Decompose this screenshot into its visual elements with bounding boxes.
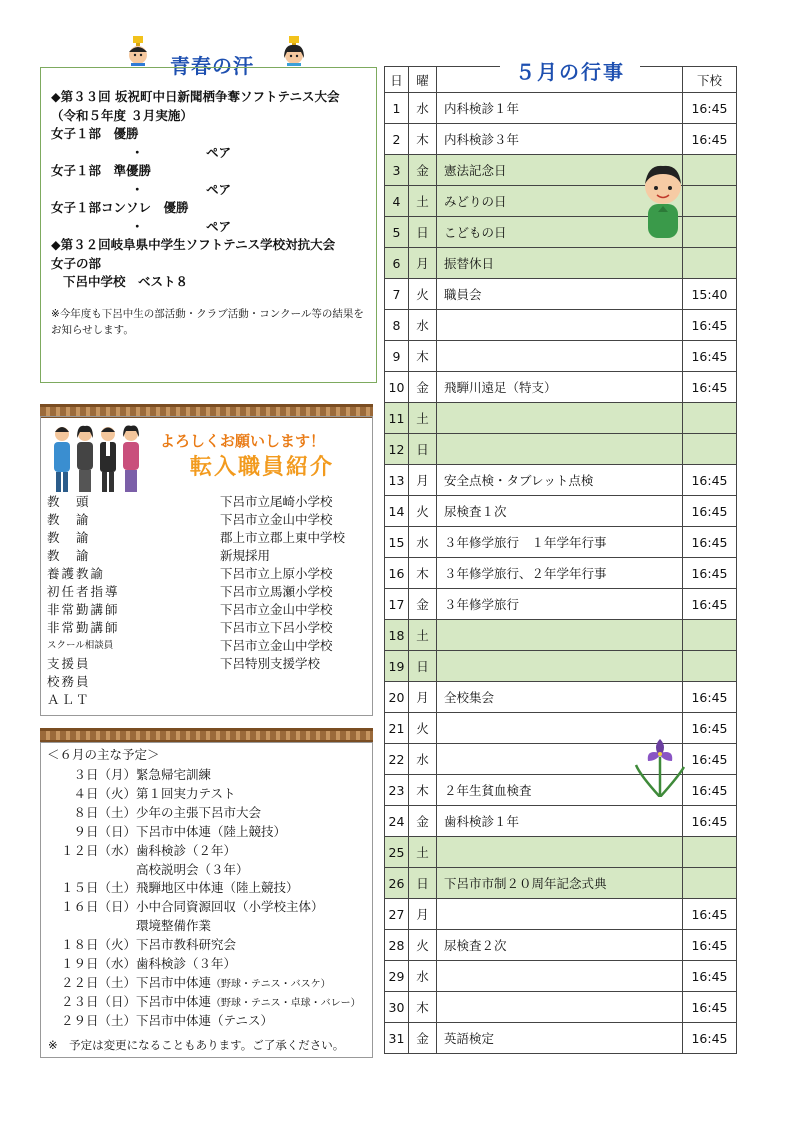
calendar-leave-time: 16:45 [683, 527, 737, 558]
june-event-date: １６日（日） [60, 899, 136, 915]
calendar-row [385, 930, 737, 961]
calendar-day: 21 [385, 713, 409, 744]
calendar-leave-time [683, 217, 737, 248]
june-event-name: 下呂市中体連（陸上競技） [136, 823, 287, 839]
calendar-day: 24 [385, 806, 409, 837]
calendar-day: 30 [385, 992, 409, 1023]
june-event-row [48, 898, 324, 915]
staff-previous-school: 下呂市立金山中学校 [220, 602, 333, 617]
calendar-weekday: 木 [409, 775, 437, 806]
calendar-event: 飛騨川遠足（特支） [437, 372, 683, 403]
calendar-day: 14 [385, 496, 409, 527]
calendar-event [437, 651, 683, 682]
calendar-leave-time [683, 403, 737, 434]
june-event-name: 小中合同資源回収（小学校主体） [136, 899, 324, 915]
june-event-row [48, 974, 331, 991]
calendar-row [385, 434, 737, 465]
calendar-event [437, 899, 683, 930]
calendar-weekday: 火 [409, 930, 437, 961]
calendar-event: 全校集会 [437, 682, 683, 713]
june-title: ＜６月の主な予定＞ [47, 747, 160, 762]
june-event-row [48, 917, 211, 934]
trophy-girl-icon [280, 36, 308, 66]
sports-line: ・ ペア [131, 181, 232, 197]
calendar-leave-time: 15:40 [683, 279, 737, 310]
june-event-date: ８日（土） [73, 804, 136, 820]
calendar-row [385, 403, 737, 434]
calendar-weekday: 火 [409, 279, 437, 310]
calendar-day: 2 [385, 124, 409, 155]
calendar-weekday: 月 [409, 682, 437, 713]
calendar-row [385, 806, 737, 837]
calendar-day: 5 [385, 217, 409, 248]
june-event-name: 少年の主張下呂市大会 [136, 804, 262, 820]
june-event-name: 下呂市教科研究会 [136, 937, 237, 953]
calendar-row [385, 124, 737, 155]
calendar-day: 4 [385, 186, 409, 217]
calendar-leave-time [683, 837, 737, 868]
calendar-leave-time: 16:45 [683, 93, 737, 124]
calendar-event: ２年生貧血検査 [437, 775, 683, 806]
calendar-row [385, 465, 737, 496]
calendar-weekday: 日 [409, 651, 437, 682]
sports-line: ・ ペア [131, 218, 232, 234]
june-event-row [48, 766, 211, 783]
calendar-event: 安全点検・タブレット点検 [437, 465, 683, 496]
calendar-day: 23 [385, 775, 409, 806]
calendar-weekday: 水 [409, 93, 437, 124]
calendar-event [437, 403, 683, 434]
staff-role: 初任者指導 [47, 584, 120, 599]
header-weekday: 曜 [409, 67, 437, 93]
calendar-day: 31 [385, 1023, 409, 1054]
sports-note: ※今年度も下呂中生の部活動・クラブ活動・コンクール等の結果をお知らせします。 [51, 307, 364, 336]
calendar-day: 20 [385, 682, 409, 713]
calendar-row [385, 961, 737, 992]
staff-previous-school: 下呂市立馬瀬小学校 [220, 584, 333, 599]
calendar-day: 10 [385, 372, 409, 403]
june-event-name: 歯科検診（３年） [136, 956, 237, 971]
calendar-day: 7 [385, 279, 409, 310]
sports-line: 女子１部 優勝 [51, 126, 139, 141]
calendar-row [385, 558, 737, 589]
calendar-day: 16 [385, 558, 409, 589]
sports-line: （令和５年度 ３月実施） [51, 107, 193, 123]
calendar-weekday: 土 [409, 837, 437, 868]
june-event-date: ３日（月） [73, 767, 136, 782]
calendar-weekday: 月 [409, 465, 437, 496]
june-event-name: 下呂市中体連（テニス） [136, 1012, 274, 1028]
calendar-event: 歯科検診１年 [437, 806, 683, 837]
staff-previous-school: 下呂市立金山中学校 [220, 512, 333, 527]
calendar-leave-time: 16:45 [683, 496, 737, 527]
calendar-day: 3 [385, 155, 409, 186]
june-event-name: 飛騨地区中体連（陸上競技） [136, 880, 299, 896]
june-event-row [48, 842, 236, 859]
june-event-row [48, 823, 286, 840]
sports-line: ◆第３２回岐阜県中学生ソフトテニス学校対抗大会 [51, 237, 336, 252]
calendar-row [385, 992, 737, 1023]
calendar-event: 英語検定 [437, 1023, 683, 1054]
staff-previous-school: 下呂市立上原小学校 [220, 566, 333, 581]
june-note: ※ 予定は変更になることもあります。ご了承ください。 [48, 1038, 345, 1052]
staff-previous-school: 新規採用 [220, 548, 271, 563]
calendar-weekday: 水 [409, 527, 437, 558]
calendar-row [385, 372, 737, 403]
june-event-date: ９日（日） [73, 823, 136, 839]
calendar-weekday: 火 [409, 713, 437, 744]
staff-previous-school: 下呂市立尾崎小学校 [220, 494, 333, 509]
calendar-leave-time: 16:45 [683, 372, 737, 403]
calendar-row [385, 868, 737, 899]
calendar-day: 8 [385, 310, 409, 341]
june-event-date: ２３日（日） [60, 993, 136, 1009]
calendar-day: 15 [385, 527, 409, 558]
staff-previous-school [220, 691, 370, 709]
june-event-row [48, 785, 236, 802]
staff-role: 校務員 [47, 674, 91, 689]
june-event-name: 緊急帰宅訓練 [136, 767, 212, 782]
calendar-row [385, 1023, 737, 1054]
iris-flower-icon [630, 735, 690, 797]
calendar-event: 尿検査２次 [437, 930, 683, 961]
staff-people-icon [50, 420, 155, 495]
calendar-leave-time [683, 651, 737, 682]
staff-role: 教 諭 [47, 530, 91, 545]
calendar-leave-time: 16:45 [683, 899, 737, 930]
calendar-weekday: 木 [409, 992, 437, 1023]
calendar-row [385, 589, 737, 620]
calendar-leave-time [683, 248, 737, 279]
june-event-row [48, 993, 361, 1010]
calendar-event: 下呂市市制２０周年記念式典 [437, 868, 683, 899]
calendar-event [437, 310, 683, 341]
staff-previous-school: 下呂市立金山中学校 [220, 638, 333, 653]
june-event-sports: （野球・テニス・バスケ） [211, 978, 331, 990]
staff-role: 支援員 [47, 656, 91, 671]
calendar-leave-time: 16:45 [683, 310, 737, 341]
staff-previous-school: 下呂特別支援学校 [220, 656, 321, 671]
calendar-leave-time: 16:45 [683, 744, 737, 775]
june-event-name: 下呂市中体連 [136, 974, 212, 990]
calendar-day: 12 [385, 434, 409, 465]
sports-results-panel [40, 67, 377, 383]
june-event-date: ２２日（土） [60, 974, 136, 990]
calendar-event: 職員会 [437, 279, 683, 310]
header-day: 日 [385, 67, 409, 93]
staff-previous-school: 下呂市立下呂小学校 [220, 620, 333, 635]
calendar-weekday: 金 [409, 589, 437, 620]
calendar-leave-time: 16:45 [683, 806, 737, 837]
calendar-leave-time: 16:45 [683, 992, 737, 1023]
calendar-leave-time [683, 868, 737, 899]
calendar-weekday: 月 [409, 899, 437, 930]
staff-role: 養護教諭 [47, 566, 106, 581]
sports-title: 青春の汗 [170, 54, 254, 78]
calendar-day: 28 [385, 930, 409, 961]
calendar-event: ３年修学旅行、２年学年行事 [437, 558, 683, 589]
calendar-day: 29 [385, 961, 409, 992]
calendar-event: 内科検診１年 [437, 93, 683, 124]
calendar-weekday: 水 [409, 961, 437, 992]
june-event-row [48, 804, 261, 821]
june-event-name: 歯科検診（２年） [136, 842, 237, 858]
calendar-weekday: 水 [409, 744, 437, 775]
calendar-day: 27 [385, 899, 409, 930]
calendar-day: 11 [385, 403, 409, 434]
calendar-event: ３年修学旅行 [437, 589, 683, 620]
calendar-weekday: 土 [409, 620, 437, 651]
sports-lines [51, 88, 366, 292]
calendar-row [385, 248, 737, 279]
calendar-weekday: 金 [409, 155, 437, 186]
sports-line: 女子の部 [51, 255, 102, 271]
calendar-event: 振替休日 [437, 248, 683, 279]
calendar-weekday: 木 [409, 124, 437, 155]
calendar-weekday: 金 [409, 1023, 437, 1054]
calendar-day: 22 [385, 744, 409, 775]
sports-line: 女子１部 準優勝 [51, 163, 152, 178]
calendar-weekday: 木 [409, 341, 437, 372]
calendar-leave-time [683, 186, 737, 217]
calendar-event [437, 434, 683, 465]
calendar-event: 尿検査１次 [437, 496, 683, 527]
sports-line: ・ ペア [131, 144, 232, 160]
boy-illustration-icon [638, 162, 688, 240]
june-event-date: １９日（水） [60, 956, 136, 971]
june-event-row [48, 879, 299, 896]
sports-line: 下呂中学校 ベスト８ [63, 274, 189, 289]
calendar-day: 26 [385, 868, 409, 899]
calendar-leave-time: 16:45 [683, 341, 737, 372]
calendar-event [437, 961, 683, 992]
june-event-date: １２日（水） [60, 842, 136, 858]
staff-role: 教 諭 [47, 512, 91, 527]
calendar-leave-time [683, 155, 737, 186]
calendar-row [385, 620, 737, 651]
calendar-day: 9 [385, 341, 409, 372]
staff-title: 転入職員紹介 [190, 455, 335, 480]
calendar-weekday: 日 [409, 868, 437, 899]
calendar-day: 13 [385, 465, 409, 496]
june-event-row [48, 936, 236, 953]
calendar-row [385, 93, 737, 124]
calendar-leave-time: 16:45 [683, 589, 737, 620]
calendar-leave-time: 16:45 [683, 682, 737, 713]
calendar-leave-time [683, 434, 737, 465]
calendar-row [385, 279, 737, 310]
calendar-weekday: 土 [409, 403, 437, 434]
june-event-sports: （野球・テニス・卓球・バレー） [211, 997, 361, 1009]
calendar-weekday: 木 [409, 558, 437, 589]
sports-line: 女子１部コンソレ 優勝 [51, 200, 189, 215]
staff-previous-school: 郡上市立郡上東中学校 [220, 530, 346, 545]
calendar-event: 憲法記念日 [437, 155, 683, 186]
calendar-title: ５月の行事 [500, 56, 640, 85]
calendar-leave-time: 16:45 [683, 124, 737, 155]
header-leave: 下校 [683, 67, 737, 93]
calendar-leave-time: 16:45 [683, 1023, 737, 1054]
staff-greeting: よろしくお願いします！ [160, 432, 326, 450]
staff-role: 非常勤講師 [47, 620, 120, 635]
calendar-row [385, 496, 737, 527]
calendar-weekday: 日 [409, 217, 437, 248]
calendar-weekday: 月 [409, 248, 437, 279]
calendar-day: 19 [385, 651, 409, 682]
calendar-event [437, 341, 683, 372]
calendar-weekday: 水 [409, 310, 437, 341]
calendar-leave-time [683, 620, 737, 651]
calendar-event: みどりの日 [437, 186, 683, 217]
calendar-day: 6 [385, 248, 409, 279]
calendar-day: 18 [385, 620, 409, 651]
staff-role: スクール相談員 [47, 640, 114, 651]
sports-line: ◆第３３回 坂祝町中日新聞栖争奪ソフトテニス大会 [51, 89, 340, 104]
calendar-weekday: 金 [409, 372, 437, 403]
staff-role: 教 頭 [47, 494, 91, 509]
calendar-day: 1 [385, 93, 409, 124]
calendar-leave-time: 16:45 [683, 775, 737, 806]
june-event-date: １８日（火） [60, 937, 136, 953]
calendar-row [385, 341, 737, 372]
staff-role: ＡＬＴ [47, 692, 91, 707]
staff-previous-school [220, 673, 370, 691]
staff-role: 非常勤講師 [47, 602, 120, 617]
trophy-boy-icon [124, 36, 152, 66]
calendar-event [437, 992, 683, 1023]
calendar-event: 内科検診３年 [437, 124, 683, 155]
june-event-row [48, 1012, 273, 1029]
june-event-name: 下呂市中体連 [136, 993, 212, 1009]
june-event-name: 環境整備作業 [136, 918, 212, 934]
calendar-weekday: 火 [409, 496, 437, 527]
calendar-weekday: 土 [409, 186, 437, 217]
calendar-row [385, 837, 737, 868]
june-event-date: １５日（土） [60, 880, 136, 896]
calendar-weekday: 日 [409, 434, 437, 465]
calendar-weekday: 金 [409, 806, 437, 837]
calendar-day: 25 [385, 837, 409, 868]
calendar-row [385, 310, 737, 341]
june-event-name: 高校説明会（３年） [136, 861, 249, 877]
calendar-leave-time: 16:45 [683, 713, 737, 744]
june-event-row [48, 955, 236, 972]
fence-divider [40, 728, 373, 742]
staff-role: 教 諭 [47, 548, 91, 563]
calendar-leave-time: 16:45 [683, 465, 737, 496]
june-event-row [48, 861, 249, 878]
calendar-event: こどもの日 [437, 217, 683, 248]
calendar-event [437, 837, 683, 868]
calendar-event [437, 620, 683, 651]
calendar-leave-time: 16:45 [683, 961, 737, 992]
calendar-row [385, 899, 737, 930]
calendar-row [385, 527, 737, 558]
calendar-row [385, 651, 737, 682]
calendar-day: 17 [385, 589, 409, 620]
calendar-event: ３年修学旅行 １年学年行事 [437, 527, 683, 558]
calendar-row [385, 682, 737, 713]
june-event-date: ２９日（土） [60, 1012, 136, 1028]
calendar-leave-time: 16:45 [683, 930, 737, 961]
june-event-date: ４日（火） [73, 785, 136, 801]
calendar-leave-time: 16:45 [683, 558, 737, 589]
june-event-name: 第１回実力テスト [136, 785, 236, 801]
